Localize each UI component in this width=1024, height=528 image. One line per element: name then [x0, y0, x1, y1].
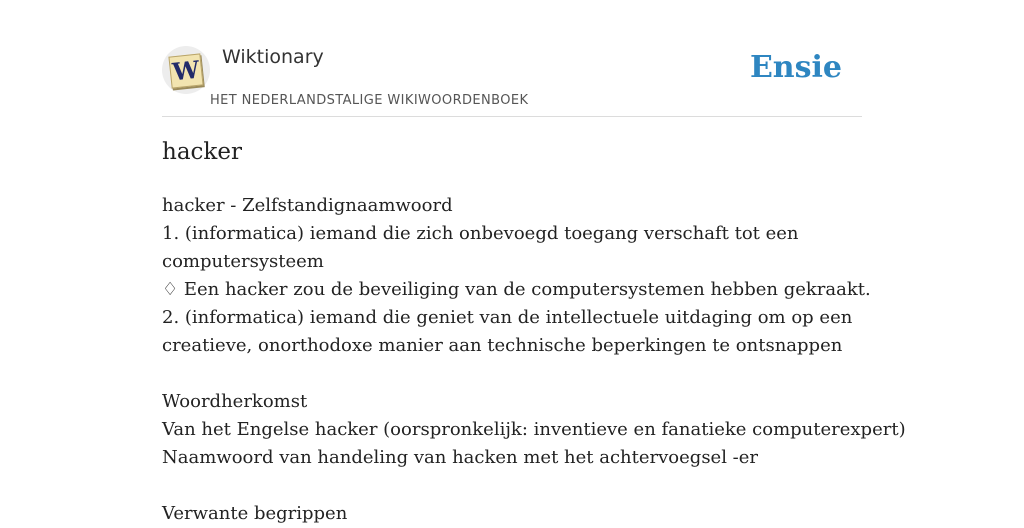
entry-content [162, 192, 906, 528]
example-sentence: ♢ Een hacker zou de beveiliging van de computersystemen hebben gekraakt. [162, 279, 871, 300]
related-terms-heading: Verwante begrippen [162, 503, 348, 524]
wiktionary-logo-icon[interactable] [162, 46, 210, 94]
definition-2-line-1: 2. (informatica) iemand die geniet van de intellectuele uitdaging om op een [162, 307, 853, 328]
site-tagline: HET NEDERLANDSTALIGE WIKIWOORDENBOEK [210, 93, 529, 108]
definition-2-line-2: creatieve, onorthodoxe manier aan technische beperkingen te ontsnappen [162, 335, 843, 356]
spacer [162, 472, 872, 500]
definition-1-line-1: 1. (informatica) iemand die zich onbevoegd toegang verschaft tot een [162, 223, 799, 244]
site-header [162, 44, 862, 117]
site-name[interactable]: Wiktionary [222, 46, 324, 68]
logo-tile: W [168, 53, 203, 88]
definition-1-line-2: computersysteem [162, 251, 324, 272]
page-title: hacker [162, 139, 242, 165]
etymology-line-1: Van het Engelse hacker (oorspronkelijk: inventieve en fanatieke computerexpert) [162, 419, 906, 440]
entry-heading-line: hacker - Zelfstandignaamwoord [162, 195, 453, 216]
ensie-brand-link[interactable]: Ensie [749, 50, 842, 85]
etymology-line-2: Naamwoord van handeling van hacken met het achtervoegsel -er [162, 447, 759, 468]
etymology-heading: Woordherkomst [162, 391, 308, 412]
spacer [162, 360, 872, 388]
